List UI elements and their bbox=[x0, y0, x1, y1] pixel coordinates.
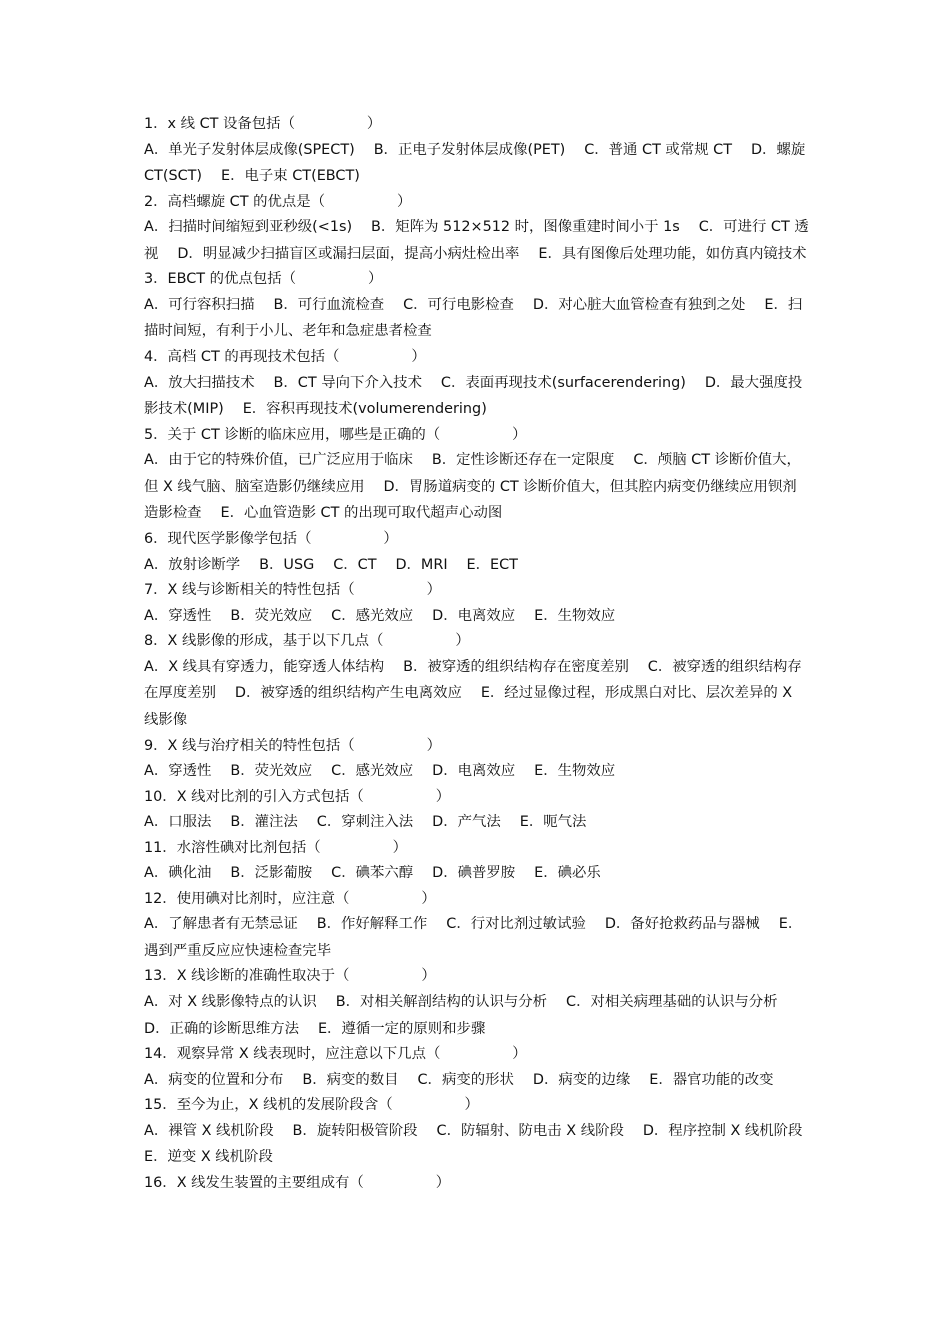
question-stem: 12．使用碘对比剂时，应注意（ ） bbox=[144, 890, 436, 907]
answer-options: A．口服法 B．灌注法 C．穿刺注入法 D．产气法 E．呃气法 bbox=[144, 814, 587, 831]
question-5 bbox=[144, 423, 810, 527]
answer-options: A．碘化油 B．泛影葡胺 C．碘苯六醇 D．碘普罗胺 E．碘必乐 bbox=[144, 865, 601, 882]
question-15 bbox=[144, 1093, 822, 1171]
exam-page bbox=[144, 112, 822, 1195]
question-4 bbox=[144, 345, 810, 423]
answer-options: A．由于它的特殊价值，已广泛应用于临床 B．定性诊断还存在一定限度 C．颅脑 CT 诊断价值大，但 X 线气脑、脑室造影仍继续应用 D．胃肠道病变的 CT 诊断价值大，但其腔内病变仍继续应用钡剂造影检查 E．心血管造影 CT 的出现可取代超声心动图 bbox=[144, 452, 801, 522]
answer-options: A．了解患者有无禁忌证 B．作好解释工作 C．行对比剂过敏试验 D．备好抢救药品与器械 E．遇到严重反应应快速检查完毕 bbox=[144, 916, 803, 959]
question-stem: 6．现代医学影像学包括（ ） bbox=[144, 531, 398, 548]
question-stem: 2．高档螺旋 CT 的优点是（ ） bbox=[144, 193, 412, 210]
answer-options: A．单光子发射体层成像(SPECT) B．正电子发射体层成像(PET) C．普通 CT 或常规 CT D．螺旋 CT(SCT) E．电子束 CT(EBCT) bbox=[144, 141, 810, 185]
question-stem: 8．X 线影像的形成，基于以下几点（ ） bbox=[144, 633, 470, 650]
question-stem: 10．X 线对比剂的引入方式包括（ ） bbox=[144, 788, 451, 805]
answer-options: A．穿透性 B．荧光效应 C．感光效应 D．电离效应 E．生物效应 bbox=[144, 763, 616, 779]
question-stem: 13．X 线诊断的准确性取决于（ ） bbox=[144, 968, 436, 985]
answer-options: A．扫描时间缩短到亚秒级(<1s) B．矩阵为 512×512 时，图像重建时间小于 1s C．可进行 CT 透视 D．明显减少扫描盲区或漏扫层面，提高小病灶检出率 E．具有图像后处理功能，如仿真内镜技术 bbox=[144, 219, 809, 262]
question-stem: 7．X 线与诊断相关的特性包括（ ） bbox=[144, 582, 442, 599]
question-11 bbox=[144, 836, 810, 887]
question-14 bbox=[144, 1042, 810, 1093]
question-3 bbox=[144, 267, 810, 345]
question-stem: 14．观察异常 X 线表现时，应注意以下几点（ ） bbox=[144, 1046, 527, 1063]
question-stem: 16．X 线发生装置的主要组成有（ ） bbox=[144, 1174, 451, 1191]
question-1 bbox=[144, 112, 810, 190]
question-12 bbox=[144, 887, 810, 965]
answer-options: A．病变的位置和分布 B．病变的数目 C．病变的形状 D．病变的边缘 E．器官功能的改变 bbox=[144, 1071, 774, 1088]
question-stem: 11．水溶性碘对比剂包括（ ） bbox=[144, 839, 407, 856]
question-16 bbox=[144, 1171, 810, 1196]
question-stem: 3．EBCT 的优点包括（ ） bbox=[144, 271, 383, 288]
question-7 bbox=[144, 578, 810, 629]
question-10 bbox=[144, 785, 810, 836]
question-13 bbox=[144, 964, 810, 1042]
question-stem: 1．x 线 CT 设备包括（ ） bbox=[144, 116, 382, 132]
answer-options: A．可行容积扫描 B．可行血流检查 C．可行电影检查 D．对心脏大血管检查有独到之处 E．扫描时间短，有利于小儿、老年和急症患者检查 bbox=[144, 296, 803, 340]
question-stem: 4．高档 CT 的再现技术包括（ ） bbox=[144, 349, 426, 366]
question-stem: 5．关于 CT 诊断的临床应用，哪些是正确的（ ） bbox=[144, 426, 527, 443]
question-stem: 15．至今为止，X 线机的发展阶段含（ ） bbox=[144, 1097, 479, 1114]
answer-options: A．裸管 X 线机阶段 B．旋转阳极管阶段 C．防辐射、防电击 X 线阶段 D．程序控制 X 线机阶段 E．逆变 X 线机阶段 bbox=[144, 1122, 822, 1166]
answer-options: A．X 线具有穿透力，能穿透人体结构 B．被穿透的组织结构存在密度差别 C．被穿透的组织结构存在厚度差别 D．被穿透的组织结构产生电离效应 E．经过显像过程，形成黑白对比、层次差异的 X 线影像 bbox=[144, 658, 802, 728]
question-2 bbox=[144, 190, 810, 268]
answer-options: A．穿透性 B．荧光效应 C．感光效应 D．电离效应 E．生物效应 bbox=[144, 607, 616, 624]
answer-options: A．放射诊断学 B．USG C．CT D．MRI E．ECT bbox=[144, 556, 518, 573]
answer-options: A．放大扫描技术 B．CT 导向下介入技术 C．表面再现技术(surfacerendering) D．最大强度投影技术(MIP) E．容积再现技术(volumerendering) bbox=[144, 374, 803, 418]
question-6 bbox=[144, 527, 810, 578]
question-9 bbox=[144, 734, 810, 785]
answer-options: A．对 X 线影像特点的认识 B．对相关解剖结构的认识与分析 C．对相关病理基础的认识与分析 D．正确的诊断思维方法 E．遵循一定的原则和步骤 bbox=[144, 993, 797, 1037]
question-8 bbox=[144, 629, 810, 733]
question-stem: 9．X 线与治疗相关的特性包括（ ） bbox=[144, 737, 442, 754]
